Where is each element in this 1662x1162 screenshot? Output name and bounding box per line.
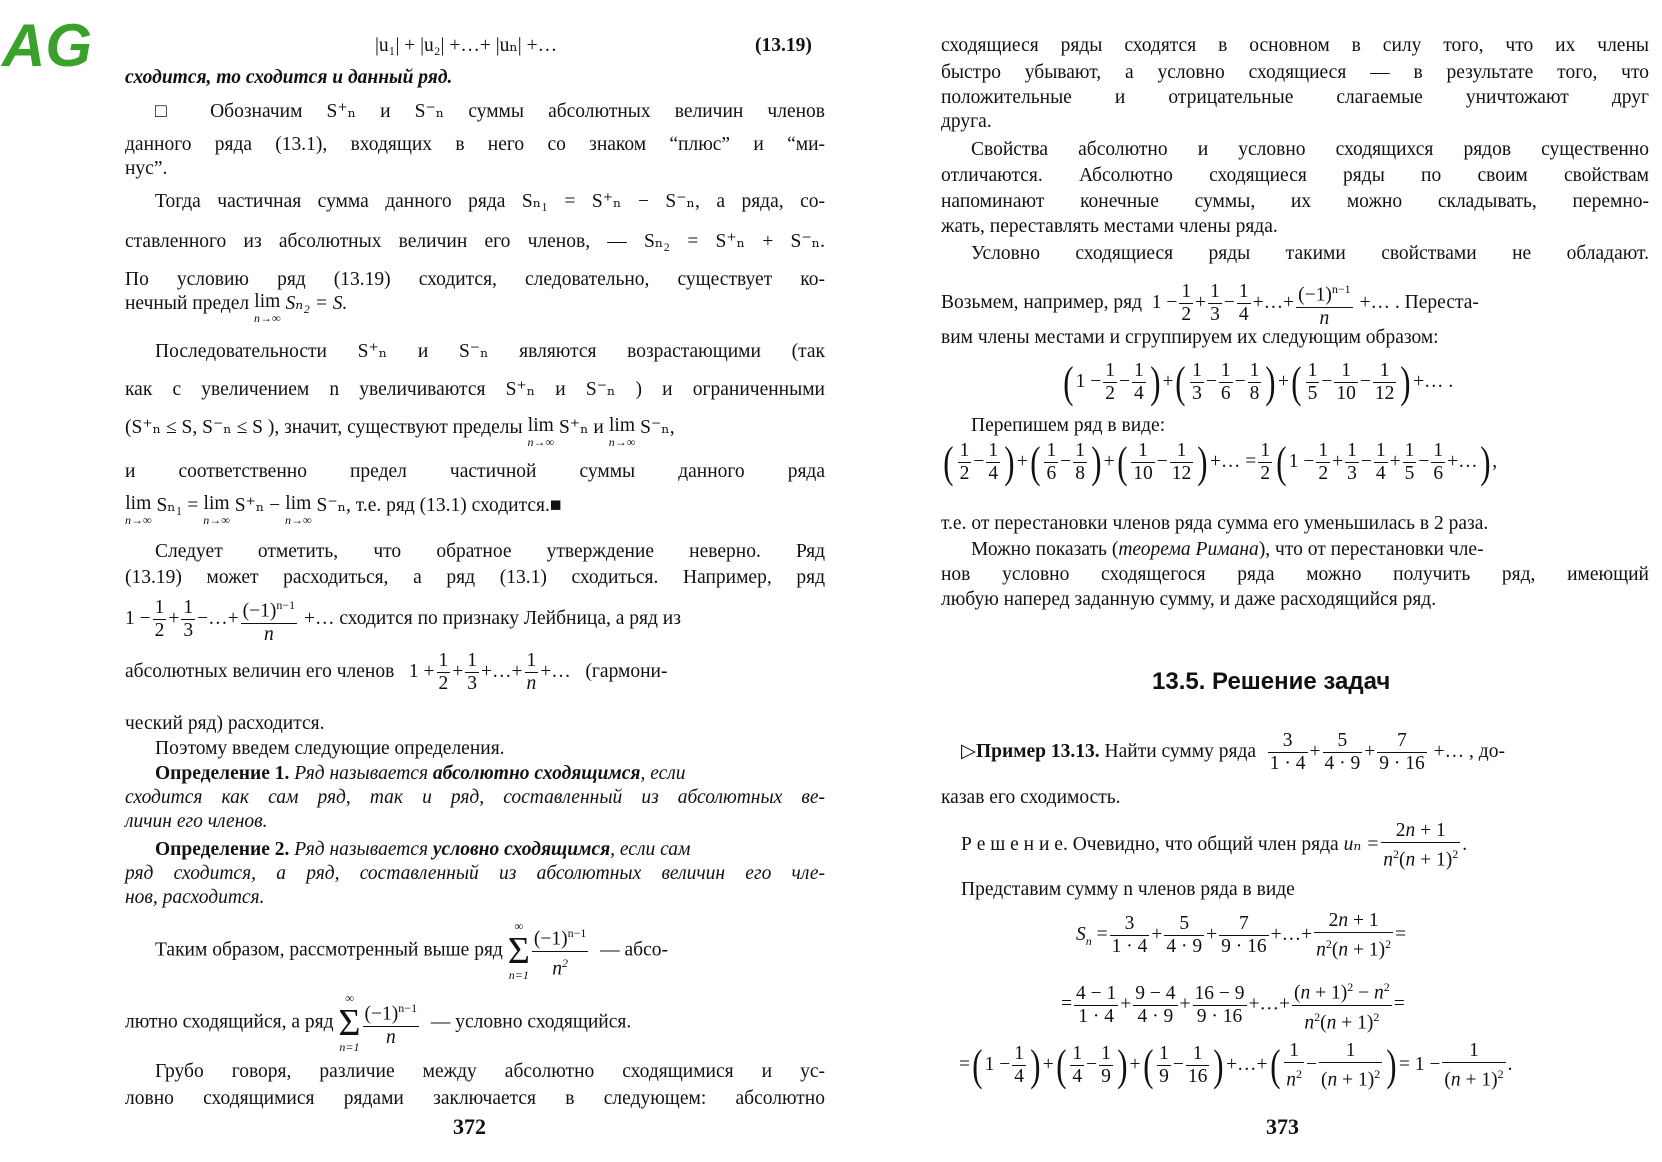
p2-line-b: ставленного из абсолютных величин его членов, — Sₙ₂ = S⁺ₙ + S⁻ₙ. bbox=[125, 231, 825, 252]
p3-line-c3: S⁻ₙ, bbox=[640, 417, 675, 438]
frac-1-2: $\frac{1}{2}$ bbox=[438, 650, 449, 694]
lim-op bbox=[609, 416, 636, 448]
frac-1-3: $\frac{1}{3}$ bbox=[467, 650, 478, 694]
r2-line-a: Свойства абсолютно и условно сходящихся рядов существенно bbox=[971, 139, 1649, 160]
lim-op bbox=[254, 292, 281, 324]
p4-line-d: абсолютных величин его членов 1 + $\frac{1}{2}$ + $\frac{1}{3}$ +…+ $\frac{1}{n}$ +… (гармони- bbox=[125, 650, 668, 694]
r2-line-d: жать, переставлять местами члены ряда. bbox=[941, 216, 1278, 237]
p2-line-d-text: нечный предел bbox=[125, 293, 250, 314]
lim-word: lim bbox=[254, 291, 281, 312]
lim-word: lim bbox=[203, 493, 230, 514]
ag-logo-text: AG bbox=[2, 12, 92, 79]
eq-13-19-number: (13.19) bbox=[755, 35, 812, 56]
r6-line-a bbox=[971, 538, 1484, 562]
p7-line-a: Грубо говоря, различие между абсолютно сходящимися и ус- bbox=[155, 1061, 825, 1082]
r7-line: Представим сумму n членов ряда в виде bbox=[961, 879, 1295, 900]
p3-line-e3: S⁻ₙ, т.е. ряд (13.1) сходится.■ bbox=[316, 495, 562, 516]
r1-line-c: положительные и отрицательные слагаемые уничтожают друг bbox=[941, 87, 1649, 108]
lim-word: lim bbox=[608, 415, 635, 436]
r3-line-c: вим члены местами и сгруппируем их следующим образом: bbox=[941, 327, 1439, 348]
def2-line-b: ряд сходится, а ряд, составленный из абсолютных величин его чле- bbox=[125, 863, 825, 884]
lim-sub: n→∞ bbox=[203, 513, 230, 527]
lim-op bbox=[203, 494, 230, 526]
page-number-left: 372 bbox=[453, 1114, 486, 1139]
frac-1-2: $\frac{1}{2}$ bbox=[1181, 281, 1192, 326]
p6-a1: Таким образом, рассмотренный выше ряд bbox=[155, 939, 503, 961]
frac-leibniz-term: $\frac{(-1)^{n-1}}{n}$ bbox=[241, 594, 298, 646]
right-page bbox=[831, 0, 1662, 1162]
solution-un: uₙ = bbox=[1343, 834, 1380, 856]
p1-line-a: □ Обозначим S⁺ₙ и S⁻ₙ суммы абсолютных величин членов bbox=[155, 101, 825, 122]
eq-13-19-formula: |u₁| + |u₂| +…+ |uₙ| +… bbox=[375, 35, 558, 56]
p3-line-c bbox=[125, 416, 675, 448]
p4-line-d-head: абсолютных величин его членов bbox=[125, 660, 395, 682]
def1-term: абсолютно сходящимся bbox=[432, 763, 641, 784]
solution-text: Очевидно, что общий член ряда bbox=[1072, 834, 1339, 856]
r3-line-a: Условно сходящиеся ряды такими свойствами не обладают. bbox=[971, 243, 1649, 264]
example-label: ▷Пример 13.13. bbox=[961, 740, 1100, 762]
frac-alt-n: $\frac{(-1)^{n-1}}{n}$ bbox=[363, 997, 420, 1049]
def1-line-c: личин его членов. bbox=[125, 811, 268, 832]
p2-line-c: По условию ряд (13.19) сходится, следовательно, существует ко- bbox=[125, 269, 825, 290]
r2-line-b: отличаются. Абсолютно сходящиеся ряды по своим свойствам bbox=[941, 165, 1649, 186]
p3-line-d: и соответственно предел частичной суммы данного ряда bbox=[125, 461, 825, 482]
regroup-formula: ( 1 − $\frac{1}{2}$ − $\frac{1}{4}$ ) +( $\frac{1}{3}$ − $\frac{1}{6}$ − $\frac{1}{8}$ ) +( $\frac{1}{5}$ − $\frac{1}{10}$ − $\frac{1}{12}$ ) +… . bbox=[1063, 357, 1454, 407]
p5-line: Поэтому введем следующие определения. bbox=[155, 738, 505, 759]
def2-a1: Ряд называется bbox=[294, 839, 429, 860]
r2-line-c: напоминают конечные суммы, их можно складывать, перемно- bbox=[941, 191, 1649, 212]
sum-formula-3: =( 1 − $\frac{1}{4}$ ) +( $\frac{1}{4}$ − $\frac{1}{9}$ ) +( $\frac{1}{9}$ − $\frac{1}{16}$ ) +…+( $\frac{1}{n^2}$ − $\frac{1}{(n + 1)^2}$ ) = 1 − $\frac{1}{(n + 1)^2}$ . bbox=[959, 1040, 1513, 1091]
def1-line-a bbox=[155, 762, 686, 786]
lim-word: lim bbox=[527, 415, 554, 436]
r6-a2: ), что от перестановки чле- bbox=[1258, 539, 1484, 560]
lim-sub: n→∞ bbox=[527, 435, 555, 449]
r4-line: Перепишем ряд в виде: bbox=[971, 415, 1166, 436]
def2-a2: , если сам bbox=[610, 839, 691, 860]
p2-line-d-rest: Sₙ₂ = S. bbox=[285, 293, 348, 314]
frac-1-3: $\frac{1}{3}$ bbox=[183, 597, 194, 642]
def2-term: условно сходящимся bbox=[432, 839, 611, 860]
def2-line-c: нов, расходится. bbox=[125, 887, 265, 908]
lim-word: lim bbox=[125, 493, 152, 514]
lim-sub: n→∞ bbox=[125, 513, 152, 527]
solution-label: Р е ш е н и е. bbox=[961, 834, 1068, 856]
sum-op: ∞ Σ n=1 bbox=[507, 919, 530, 982]
p6-line-a bbox=[155, 920, 668, 982]
frac-alt-n2: $\frac{(-1)^{n-1}}{n^2}$ bbox=[532, 922, 589, 980]
def1-line-b: сходится как сам ряд, так и ряд, составленный из абсолютных ве- bbox=[125, 787, 825, 808]
p6-b2: — условно сходящийся. bbox=[430, 1011, 632, 1033]
example-tail: +… , до- bbox=[1433, 740, 1505, 762]
p6-a2: — абсо- bbox=[600, 939, 668, 961]
r3-line-b: Возьмем, например, ряд 1 − $\frac{1}{2}$ + $\frac{1}{3}$ − $\frac{1}{4}$ +…+ $\frac{(-1)^{n-1}}{n}$ +… . Переста- bbox=[941, 278, 1479, 330]
p4-line-c-tail: +… сходится по признаку Лейбница, а ряд из bbox=[304, 608, 681, 630]
p4-line-a: Следует отметить, что обратное утверждение неверно. Ряд bbox=[155, 541, 825, 562]
sum-op: ∞ Σ n=1 bbox=[338, 991, 361, 1054]
def2-label: Определение 2. bbox=[155, 839, 290, 860]
r6-term: теорема Римана bbox=[1118, 539, 1259, 560]
def1-a2: , если bbox=[640, 763, 686, 784]
frac-1-n: $\frac{1}{n}$ bbox=[526, 650, 537, 694]
p4-line-e: ческий ряд) расходится. bbox=[125, 713, 325, 734]
example-line-b: казав его сходимость. bbox=[941, 787, 1121, 808]
frac-1-4: $\frac{1}{4}$ bbox=[1238, 281, 1249, 326]
p3-line-e bbox=[125, 494, 562, 526]
p3-line-a: Последовательности S⁺ₙ и S⁻ₙ являются возрастающими (так bbox=[155, 341, 825, 362]
p7-line-b: ловно сходящимися рядами заключается в следующем: абсолютно bbox=[125, 1088, 825, 1109]
lim-word: lim bbox=[285, 493, 312, 514]
r6-line-c: любую наперед заданную сумму, и даже расходящийся ряд. bbox=[941, 589, 1437, 610]
p3-line-c1: (S⁺ₙ ≤ S, S⁻ₙ ≤ S ), значит, существуют пределы bbox=[125, 417, 523, 438]
r6-a1: Можно показать ( bbox=[971, 539, 1119, 560]
p3-line-e2: S⁺ₙ − bbox=[234, 495, 281, 516]
eq-13-19 bbox=[375, 34, 557, 58]
lim-op bbox=[125, 494, 152, 526]
frac-1-2: $\frac{1}{2}$ bbox=[154, 597, 165, 642]
example-text: Найти сумму ряда bbox=[1104, 740, 1257, 762]
p4-line-c: 1 − $\frac{1}{2}$ + $\frac{1}{3}$ −…+ $\frac{(-1)^{n-1}}{n}$ +… сходится по признаку Лейбница, а ряд из bbox=[125, 594, 681, 646]
sum-formula-1: $S_n$ = $\frac{3}{1 \cdot 4}$ + $\frac{5}{4 \cdot 9}$ + $\frac{7}{9 \cdot 16}$ +…+ $\frac{2n + 1}{n^2(n + 1)^2}$ = bbox=[1076, 910, 1407, 961]
p3-line-b: как с увеличением n увеличиваются S⁺ₙ и S⁻ₙ ) и ограниченными bbox=[125, 379, 825, 400]
r1-line-d: друга. bbox=[941, 111, 992, 132]
p4-line-b: (13.19) может расходиться, а ряд (13.1) сходиться. Например, ряд bbox=[125, 567, 825, 588]
r6-line-b: нов условно сходящегося ряда можно получить ряд, имеющий bbox=[941, 564, 1649, 585]
p1-line-c: нус”. bbox=[125, 158, 168, 179]
frac-leibniz-term: $\frac{(-1)^{n-1}}{n}$ bbox=[1296, 278, 1353, 330]
solution-line: Р е ш е н и е. Очевидно, что общий член ряда uₙ = $\frac{2n + 1}{n^2(n + 1)^2}$ . bbox=[961, 820, 1468, 871]
line-converges: сходится, то сходится и данный ряд. bbox=[125, 67, 453, 88]
p1-line-b: данного ряда (13.1), входящих в него со знаком “плюс” и “ми- bbox=[125, 134, 825, 155]
frac-1-3: $\frac{1}{3}$ bbox=[1210, 281, 1220, 326]
r5-line: т.е. от перестановки членов ряда сумма его уменьшилась в 2 раза. bbox=[941, 513, 1489, 534]
sum-formula-2: = $\frac{4 - 1}{1 \cdot 4}$ + $\frac{9 - 4}{4 \cdot 9}$ + $\frac{16 - 9}{9 \cdot 16}$ +…+ $\frac{(n + 1)^2 - n^2}{n^2(n + 1)^2}$ = bbox=[1061, 976, 1405, 1034]
p6-line-b bbox=[125, 992, 631, 1054]
r1-line-a: сходящиеся ряды сходятся в основном в силу того, что их члены bbox=[941, 35, 1649, 56]
p3-line-c2: S⁺ₙ и bbox=[558, 417, 604, 438]
r1-line-b: быстро убывают, а условно сходящиеся — в результате того, что bbox=[941, 62, 1649, 83]
r3-b2: +… . Переста- bbox=[1359, 292, 1479, 314]
rewrite-formula: ( $\frac{1}{2}$ − $\frac{1}{4}$ ) +( $\frac{1}{6}$ − $\frac{1}{8}$ ) +( $\frac{1}{10}$ − $\frac{1}{12}$ ) +… = $\frac{1}{2}$ ( 1 − $\frac{1}{2}$ + $\frac{1}{3}$ − $\frac{1}{4}$ + $\frac{1}{5}$ − $\frac{1}{6}$ +…) , bbox=[943, 437, 1498, 487]
lim-op bbox=[528, 416, 555, 448]
lim-sub: n→∞ bbox=[254, 311, 281, 325]
r3-b1: Возьмем, например, ряд bbox=[941, 292, 1143, 314]
def1-a1: Ряд называется bbox=[294, 763, 429, 784]
def2-line-a bbox=[155, 838, 690, 862]
example-line-a: ▷Пример 13.13. Найти сумму ряда $\frac{3}{1 \cdot 4}$ + $\frac{5}{4 \cdot 9}$ + $\frac{7}{9 \cdot 16}$ +… , до- bbox=[961, 730, 1505, 774]
lim-sub: n→∞ bbox=[285, 513, 312, 527]
section-heading: 13.5. Решение задач bbox=[1152, 668, 1391, 695]
page-number-right: 373 bbox=[1266, 1114, 1299, 1139]
p6-b1: лютно сходящийся, а ряд bbox=[125, 1011, 334, 1033]
p2-line-d bbox=[125, 292, 347, 324]
p2-line-a: Тогда частичная сумма данного ряда Sₙ₁ = S⁺ₙ − S⁻ₙ, а ряда, со- bbox=[155, 191, 825, 212]
lim-op bbox=[285, 494, 312, 526]
p3-line-e1: Sₙ₁ = bbox=[156, 495, 199, 516]
lim-sub: n→∞ bbox=[608, 435, 636, 449]
def1-label: Определение 1. bbox=[155, 763, 290, 784]
p4-line-d-tail: (гармони- bbox=[585, 660, 668, 682]
